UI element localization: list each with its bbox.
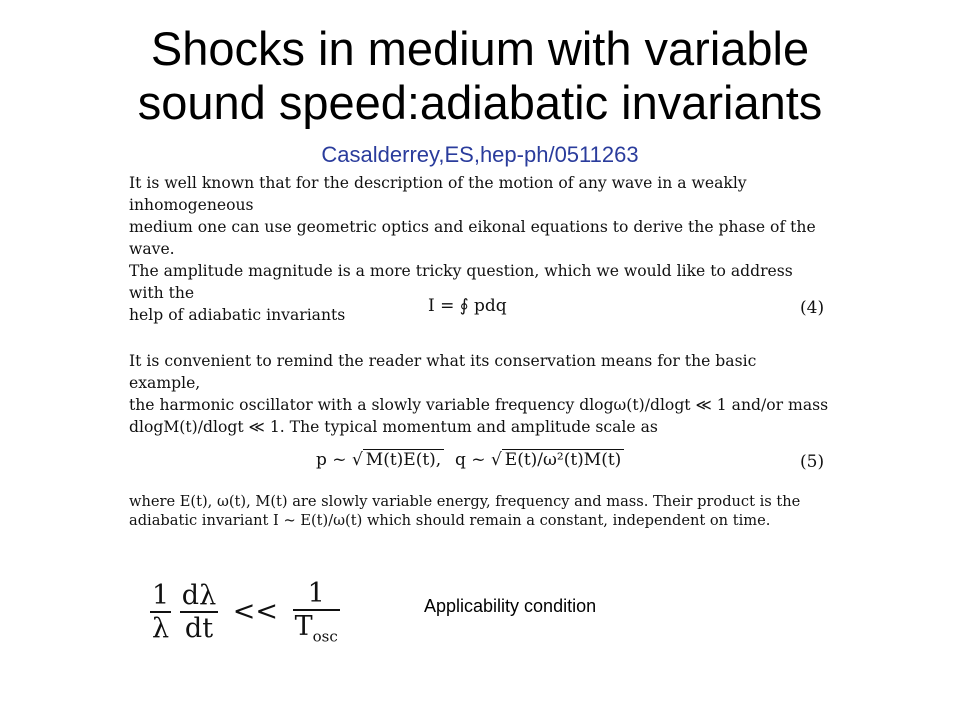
eq5-q-prefix: q ~ [455, 450, 491, 470]
fraction-dlambda-dt [180, 580, 218, 644]
text-line: It is well known that for the description of the motion of any wave in a weakly inhomogeneous [129, 174, 747, 214]
numerator: dλ [181, 579, 217, 611]
sqrt-symbol: √ E(t)/ω²(t)M(t) [491, 449, 624, 470]
much-less-than: << [232, 596, 279, 628]
sqrt-symbol: √ M(t)E(t), [352, 449, 444, 470]
text-line: where E(t), ω(t), M(t) are slowly variable energy, frequency and mass. Their product is the [129, 493, 801, 510]
eq5-q-radicand: E(t)/ω²(t)M(t) [502, 449, 625, 470]
period-symbol: T [294, 611, 313, 642]
text-line: medium one can use geometric optics and eikonal equations to derive the phase of the wave. [129, 218, 816, 258]
denominator: dt [184, 612, 214, 644]
title-line-1: Shocks in medium with variable [150, 22, 810, 75]
equation-4-number: (4) [800, 298, 825, 318]
text-line: adiabatic invariant I ~ E(t)/ω(t) which should remain a constant, independent on time. [129, 512, 771, 529]
text-line: help of adiabatic invariants [129, 306, 346, 324]
fraction-one-over-tosc [293, 578, 340, 645]
eq5-p-prefix: p ~ [316, 450, 352, 470]
fraction-one-over-lambda [150, 580, 171, 644]
numerator: 1 [293, 578, 340, 611]
excerpt-paragraph-2 [129, 350, 829, 438]
equation-5 [316, 449, 624, 470]
slide-title [0, 22, 960, 130]
text-line: The amplitude magnitude is a more tricky question, which we would like to address with the [129, 262, 793, 302]
text-line: the harmonic oscillator with a slowly variable frequency dlogω(t)/dlogt ≪ 1 and/or mass [129, 396, 829, 414]
text-line: It is convenient to remind the reader what its conservation means for the basic example, [129, 352, 757, 392]
numerator: 1 [152, 579, 170, 611]
applicability-label: Applicability condition [424, 596, 597, 616]
denominator [293, 611, 340, 645]
equation-4: I = ∮ pdq [428, 296, 507, 316]
excerpt-paragraph-3 [129, 492, 829, 530]
equation-5-number: (5) [800, 452, 825, 472]
text-line: dlogM(t)/dlogt ≪ 1. The typical momentum and amplitude scale as [129, 418, 658, 436]
denominator: λ [152, 612, 170, 644]
subscript: osc [312, 627, 338, 646]
applicability-formula [150, 578, 340, 645]
reference-citation: Casalderrey,ES,hep-ph/0511263 [321, 142, 639, 167]
eq5-p-radicand: M(t)E(t), [363, 449, 444, 470]
title-line-2: sound speed:adiabatic invariants [137, 76, 823, 129]
